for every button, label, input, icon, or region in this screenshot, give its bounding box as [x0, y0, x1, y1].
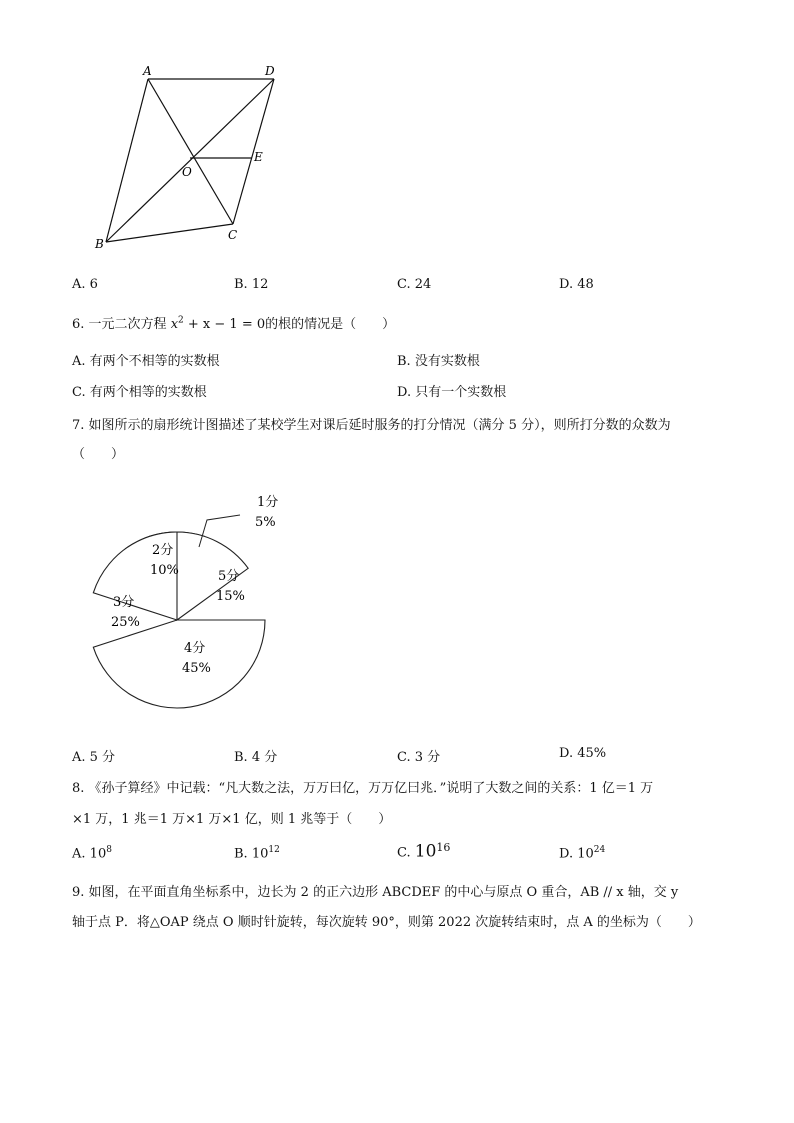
label-D: D — [265, 64, 275, 78]
q7-option-b[interactable]: B. 4 分 — [234, 750, 278, 765]
q7-option-c[interactable]: C. 3 分 — [397, 750, 441, 765]
q8-option-b-exp: 12 — [268, 845, 280, 855]
q6-eq-x: x — [170, 317, 179, 332]
q6-stem — [72, 313, 395, 332]
q5-option-b[interactable]: B. 12 — [234, 277, 269, 292]
q9-stem-line2: 轴于点 P．将△OAP 绕点 O 顺时针旋转，每次旋转 90°，则第 2022 次旋转结束时，点 A 的坐标为（ ） — [72, 915, 701, 930]
pie-value-label-4: 45% — [182, 661, 211, 676]
pie-value-label-3: 25% — [111, 615, 140, 630]
q6-option-a[interactable]: A. 有两个不相等的实数根 — [72, 354, 220, 369]
q6-option-b[interactable]: B. 没有实数根 — [397, 354, 480, 369]
q8-option-a-base: 10 — [89, 846, 107, 862]
pie-label-2: 2分 — [152, 543, 174, 558]
label-B: B — [95, 237, 104, 251]
q8-option-d[interactable] — [559, 845, 605, 861]
pie-value-label-1: 5% — [255, 515, 276, 530]
label-A: A — [143, 64, 152, 78]
q8-stem-line1: 8. 《孙子算经》中记载：“凡大数之法，万万曰亿，万万亿曰兆．”说明了大数之间的关系：1 亿＝1 万 — [72, 781, 654, 796]
q8-option-a-label: A. — [72, 846, 86, 862]
q8-option-d-label: D. — [559, 846, 574, 862]
pie-value-label-2: 10% — [150, 563, 179, 578]
q8-option-d-exp: 24 — [593, 845, 606, 855]
q8-option-b[interactable] — [234, 845, 280, 861]
pie-chart — [80, 490, 280, 710]
q5-option-d[interactable]: D. 48 — [559, 277, 594, 292]
pie-label-4: 4分 — [184, 641, 206, 656]
q7-stem-line1: 7. 如图所示的扇形统计图描述了某校学生对课后延时服务的打分情况（满分 5 分），则所打分数的众数为 — [72, 418, 671, 433]
q7-option-d[interactable]: D. 45% — [559, 746, 607, 761]
q6-eq-exp: 2 — [178, 315, 184, 326]
q8-option-c[interactable] — [397, 841, 450, 861]
label-O: O — [182, 165, 192, 179]
q9-stem-line1: 9. 如图，在平面直角坐标系中，边长为 2 的正六边形 ABCDEF 的中心与原点 O 重合，AB // x 轴，交 y — [72, 885, 679, 900]
q8-stem-line2: ×1 万，1 兆＝1 万×1 万×1 亿，则 1 兆等于（ ） — [72, 812, 392, 827]
q5-option-a[interactable]: A. 6 — [72, 277, 98, 292]
pie-label-5: 5分 — [218, 569, 240, 584]
q7-option-a[interactable]: A. 5 分 — [72, 750, 116, 765]
q8-option-b-label: B. — [234, 846, 248, 862]
q8-option-b-base: 10 — [251, 846, 269, 862]
pie-slice-4 — [93, 620, 265, 708]
parallelogram-figure — [90, 62, 290, 252]
q6-eq-rest: + x − 1 = 0 — [187, 317, 266, 332]
pie-value-label-5: 15% — [216, 589, 245, 604]
q8-option-c-base: 10 — [414, 841, 437, 862]
pie-label-3: 3分 — [113, 595, 135, 610]
q6-equation — [167, 317, 266, 332]
q6-stem-prefix: 6. 一元二次方程 — [72, 317, 167, 332]
q7-stem-line2: （ ） — [72, 447, 125, 462]
q5-option-c[interactable]: C. 24 — [397, 277, 432, 292]
q8-option-c-label: C. — [397, 845, 411, 861]
q8-option-a-exp: 8 — [106, 845, 112, 855]
q6-stem-suffix: 的根的情况是（ ） — [265, 317, 396, 332]
pie-label-1: 1分 — [257, 495, 279, 510]
q6-option-d[interactable]: D. 只有一个实数根 — [397, 385, 507, 400]
q6-option-c[interactable]: C. 有两个相等的实数根 — [72, 385, 207, 400]
q8-option-c-exp: 16 — [436, 841, 451, 854]
q8-option-a[interactable] — [72, 845, 112, 861]
label-C: C — [228, 228, 238, 242]
label-E: E — [254, 150, 263, 164]
q8-option-d-base: 10 — [577, 846, 594, 862]
